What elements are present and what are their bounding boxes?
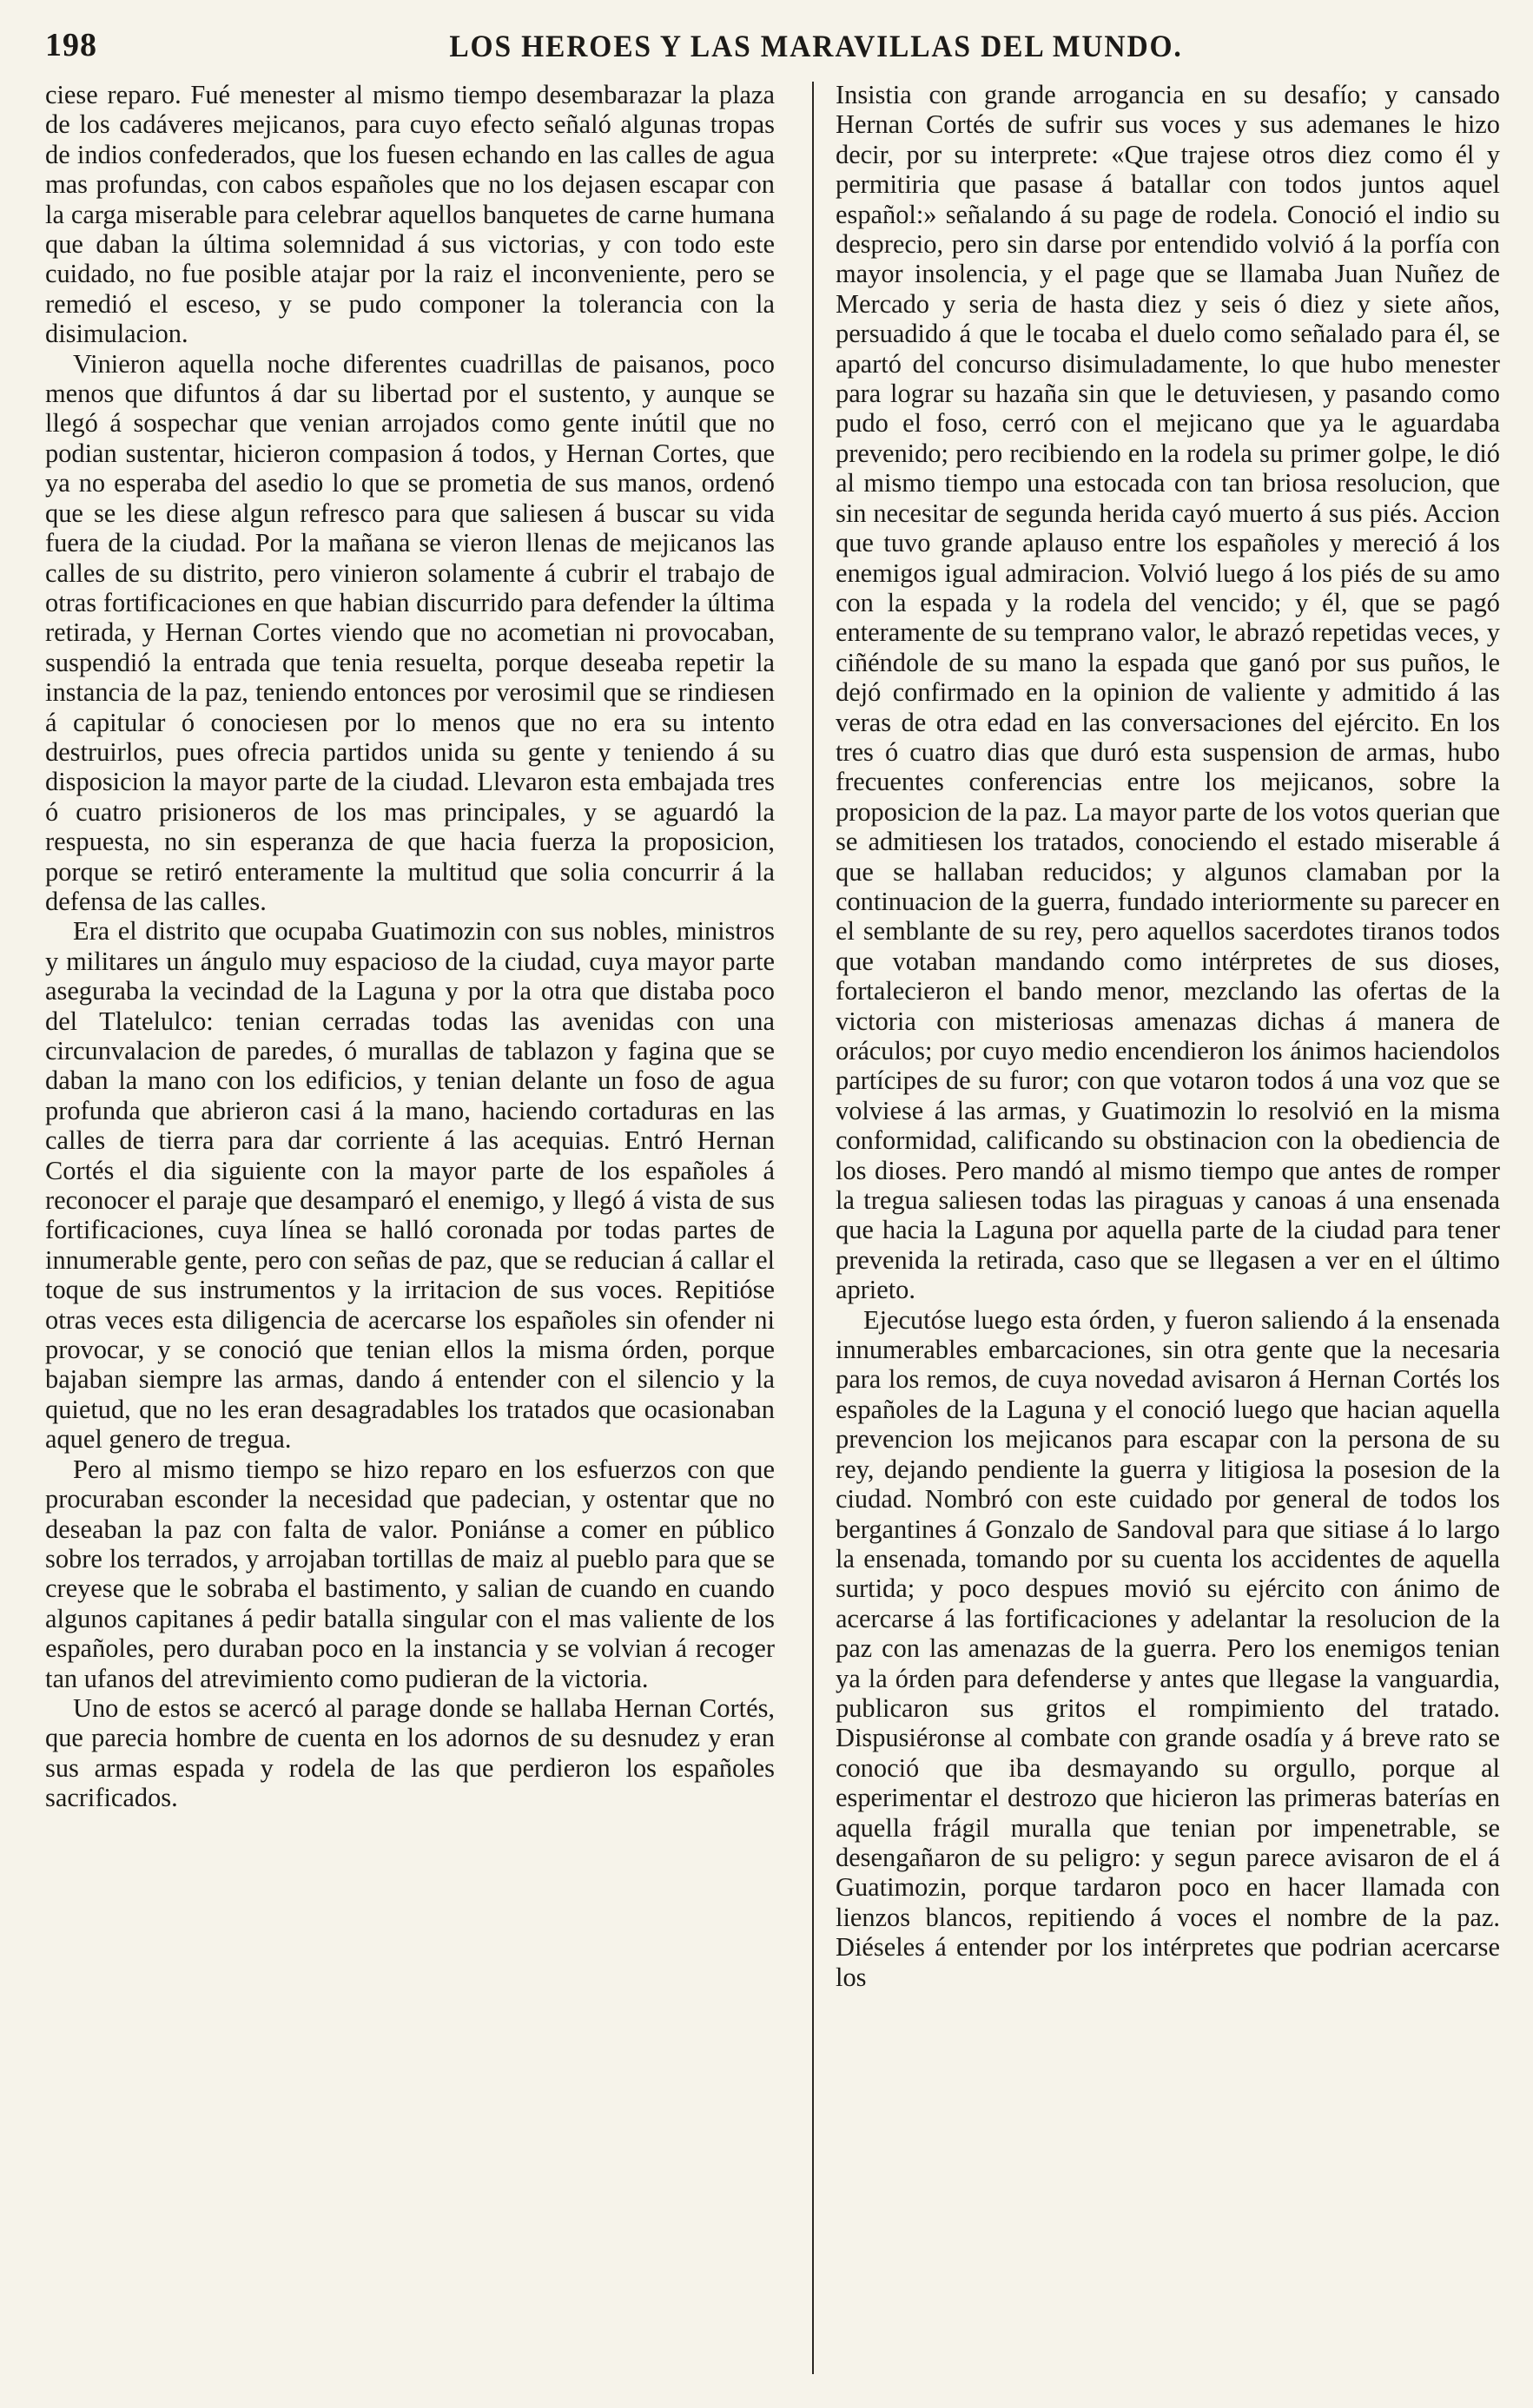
paragraph: Ejecutóse luego esta órden, y fueron saliendo á la ensenada innumerables embarcaciones, sin otra gente que la necesaria para los remos, de cuya novedad avisaron á Hernan Cortés los españoles de la Laguna y el conoció luego que hacian aquella prevencion los mejicanos para escapar con la persona de su rey, dejando pendiente la guerra y litigiosa la posesion de la ciudad. Nombró con este cuidado por general de todos los bergantines á Gonzalo de Sandoval para que sitiase á lo largo la ensenada, tomando por su cuenta los accidentes de aquella surtida; y poco despues movió su ejército con ánimo de acercarse á las fortificaciones y adelantar la resolucion de la paz con las amenazas de la guerra. Pero los enemigos tenian ya la órden para defenderse y antes que llegase la vanguardia, publicaron sus gritos el rompimiento del tratado. Dispusiéronse al combate con grande osadía y á breve rato se conoció que iba desmayando su orgullo, porque al esperimentar el destrozo que hicieron las primeras baterías en aquella frágil muralla que tenian por impenetrable, se desengañaron de su peligro: y segun parece avisaron de el á Guatimozin, porque tardaron poco en hacer llamada con lienzos blancos, repitiendo á voces el nombre de la paz. Diéseles á entender por los intérpretes que podrian acercarse los [836, 1304, 1500, 1992]
paragraph: Vinieron aquella noche diferentes cuadrillas de paisanos, poco menos que difuntos á dar su libertad por el sustento, y aunque se llegó á sospechar que venian arrojados como gente inútil que no podian sustentar, hicieron compasion á todos, y Hernan Cortes, que ya no esperaba del asedio lo que se prometia de sus manos, ordenó que se les diese algun refresco para que saliesen á buscar su vida fuera de la ciudad. Por la mañana se vieron llenas de mejicanos las calles de su distrito, pero vinieron solamente á cubrir el trabajo de otras fortificaciones en que habian discurrido para defender la última retirada, y Hernan Cortes viendo que no acometian ni provocaban, suspendió la entrada que tenia resuelta, porque deseaba repetir la instancia de la paz, teniendo entonces por verosimil que se rindiesen á capitular ó conociesen por lo menos que no era su intento destruirlos, pues ofrecia partidos unida su gente y teniendo á su disposicion la mayor parte de la ciudad. Llevaron esta embajada tres ó cuatro prisioneros de los mas principales, y se aguardó la respuesta, no sin esperanza de que hacia fuerza la proposicion, porque se retiró enteramente la multitud que solia concurrir á la defensa de las calles. [45, 348, 775, 916]
running-title: LOS HEROES Y LAS MARAVILLAS DEL MUNDO. [449, 29, 1183, 63]
paragraph: ciese reparo. Fué menester al mismo tiempo desembarazar la plaza de los cadáveres mejicanos, para cuyo efecto señaló algunas tropas de indios confederados, que los fuesen echando en las calles de agua mas profundas, con cabos españoles que no los dejasen escapar con la carga miserable para celebrar aquellos banquetes de carne humana que daban la última solemnidad á sus victorias, y con todo este cuidado, no fue posible atajar por la raiz el inconveniente, pero se remedió el esceso, y se pudo componer la tolerancia con la disimulacion. [45, 80, 775, 349]
paragraph: Uno de estos se acercó al parage donde se hallaba Hernan Cortés, que parecia hombre de cuenta en los adornos de su desnudez y eran sus armas espada y rodela de las que perdieron los españoles sacrificados. [45, 1692, 775, 1813]
column-divider [812, 82, 814, 2374]
left-column [45, 80, 775, 1813]
paragraph: Pero al mismo tiempo se hizo reparo en los esfuerzos con que procuraban esconder la necesidad que padecian, y ostentar que no deseaban la paz con falta de valor. Poniánse a comer en público sobre los terrados, y arrojaban tortillas de maiz al pueblo para que se creyese que le sobraba el bastimento, y salian de cuando en cuando algunos capitanes á pedir batalla singular con el mas valiente de los españoles, pero duraban poco en la instancia y se volvian á recoger tan ufanos del atrevimiento como pudieran de la victoria. [45, 1454, 775, 1693]
paragraph: Era el distrito que ocupaba Guatimozin con sus nobles, ministros y militares un ángulo muy espacioso de la ciudad, cuya mayor parte aseguraba la vecindad de la Laguna y por la otra que distaba poco del Tlatelulco: tenian cerradas todas las avenidas con una circunvalacion de paredes, ó murallas de tablazon y fagina que se daban la mano con los edificios, y tenian delante un foso de agua profunda que abrieron casi á la mano, haciendo cortaduras en las calles de tierra para dar corriente á las acequias. Entró Hernan Cortés el dia siguiente con la mayor parte de los españoles á reconocer el paraje que desamparó el enemigo, y llegó á vista de sus fortificaciones, cuya línea se halló coronada por todas partes de innumerable gente, pero con señas de paz, que se reducian á callar el toque de sus instrumentos y la irritacion de sus voces. Repitióse otras veces esta diligencia de acercarse los españoles sin ofender ni provocar, y se conoció que tenian ellos la misma órden, porque bajaban siempre las armas, dando á entender con el silencio y la quietud, que no les eran desagradables los tratados que ocasionaban aquel genero de tregua. [45, 916, 775, 1455]
page-number: 198 [45, 27, 97, 63]
page-header [45, 26, 1483, 78]
right-column [836, 80, 1500, 1992]
paragraph: Insistia con grande arrogancia en su desafío; y cansado Hernan Cortés de sufrir sus voces y sus ademanes le hizo decir, por su interprete: «Que trajese otros diez como él y permitiria que pasase á batallar con todos juntos aquel español:» señalando á su page de rodela. Conoció el indio su desprecio, pero sin darse por entendido volvió á la porfía con mayor insolencia, y el page que se llamaba Juan Nuñez de Mercado y seria de hasta diez y seis ó diez y siete años, persuadido á que le tocaba el duelo como señalado para él, se apartó del concurso disimuladamente, lo que hubo menester para lograr su hazaña sin que le detuviesen, y pasando como pudo el foso, cerró con el mejicano que ya le aguardaba prevenido; pero recibiendo en la rodela su primer golpe, le dió al mismo tiempo una estocada con tan briosa resolucion, que sin necesitar de segunda herida cayó muerto á sus piés. Accion que tuvo grande aplauso entre los españoles y mereció á los enemigos igual admiracion. Volvió luego á los piés de su amo con la espada y la rodela del vencido; y él, que se pagó enteramente de su temprano valor, le abrazó repetidas veces, y ciñéndole de su mano la espada que ganó por sus puños, le dejó confirmado en la opinion de valiente y admitido á las veras de otra edad en las conversaciones del ejército. En los tres ó cuatro dias que duró esta suspension de armas, hubo frecuentes conferencias entre los mejicanos, sobre la proposicion de la paz. La mayor parte de los votos querian que se admitiesen los tratados, conociendo el estado miserable á que se hallaban reducidos; y algunos clamaban por la continuacion de la guerra, fundado interiormente su parecer en el semblante de su rey, pero aquellos sacerdotes tiranos todos que votaban mandando como intérpretes de sus dioses, fortalecieron el bando menor, mezclando las ofertas de la victoria con misteriosas amenazas dichas á manera de oráculos; por cuyo medio encendieron los ánimos haciendolos partícipes de su furor; con que votaron todos á una voz que se volviese á las armas, y Guatimozin lo resolvió en la misma conformidad, calificando su obstinacion con la obediencia de los dioses. Pero mandó al mismo tiempo que antes de romper la tregua saliesen todas las piraguas y canoas á una ensenada que hacia la Laguna por aquella parte de la ciudad para tener prevenida la retirada, caso que se llegasen a ver en el último aprieto. [836, 80, 1500, 1305]
